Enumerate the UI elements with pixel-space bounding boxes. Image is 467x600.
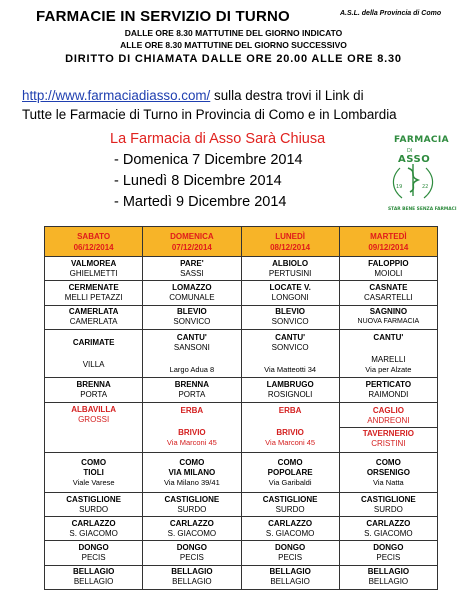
table-cell: DONGO PECIS [241,541,339,565]
table-cell: LOCATE V. LONGONI [241,281,339,305]
table-cell: ALBAVILLA GROSSI [45,402,143,453]
wreath-left-icon [393,168,402,198]
header-cell-saturday: SABATO 06/12/2014 [45,227,143,257]
table-cell: COMO TIOLI Viale Varese [45,453,143,493]
table-cell: CAMERLATA CAMERLATA [45,305,143,329]
website-link[interactable]: http://www.farmaciadiasso.com/ [22,88,211,103]
logo-year-right: 22 [422,184,429,190]
table-cell-split: CAGLIO ANDREONI TAVERNERIO CRISTINI [339,402,437,453]
table-cell: LAMBRUGO ROSIGNOLI [241,378,339,402]
table-cell: CASTIGLIONE SURDO [339,492,437,516]
table-cell: SAGNINO NUOVA FARMACIA [339,305,437,329]
table-cell: BELLAGIO BELLAGIO [241,565,339,589]
table-row [45,541,438,565]
table-cell: BRENNA PORTA [143,378,241,402]
table-cell: LOMAZZO COMUNALE [143,281,241,305]
table-row [45,329,438,378]
header-cell-monday: LUNEDÌ 08/12/2014 [241,227,339,257]
table-row [45,378,438,402]
table-cell: CARLAZZO S. GIACOMO [45,517,143,541]
table-cell: DONGO PECIS [45,541,143,565]
wreath-right-icon [424,168,433,198]
table-cell: PERTICATO RAIMONDI [339,378,437,402]
table-row [45,257,438,281]
logo-text-di: DI [407,148,413,154]
table-cell: BELLAGIO BELLAGIO [143,565,241,589]
table-cell: BLEVIO SONVICO [143,305,241,329]
table-cell: ERBA BRIVIO Via Marconi 45 [241,402,339,453]
logo-tagline: STAR BENE SENZA FARMACI [388,207,457,212]
table-cell: BLEVIO SONVICO [241,305,339,329]
table-cell: CASNATE CASARTELLI [339,281,437,305]
info-text-1: sulla destra trovi il Link di [210,88,364,103]
asl-label: A.S.L. della Provincia di Como [340,10,442,17]
table-cell: COMO ORSENIGO Via Natta [339,453,437,493]
info-paragraph [22,86,397,124]
table-row [45,402,438,453]
table-cell: CARLAZZO S. GIACOMO [241,517,339,541]
logo-year-left: 19 [396,184,403,190]
table-cell: PARE' SASSI [143,257,241,281]
table-cell: ALBIOLO PERTUSINI [241,257,339,281]
table-cell: DONGO PECIS [339,541,437,565]
table-cell: FALOPPIO MOIOLI [339,257,437,281]
header-cell-sunday: DOMENICA 07/12/2014 [143,227,241,257]
logo-text-asso: ASSO [398,154,431,165]
header-line-3: ALLE ORE 8.30 MATTUTINE DEL GIORNO SUCCESSIVO [120,40,347,50]
table-cell: CANTU' SANSONI Largo Adua 8 [143,329,241,378]
table-cell: CASTIGLIONE SURDO [45,492,143,516]
table-cell: BELLAGIO BELLAGIO [45,565,143,589]
header-line-4: DIRITTO DI CHIAMATA DALLE ORE 20.00 ALLE ORE 8.30 [65,53,402,65]
table-cell: VALMOREA GHIELMETTI [45,257,143,281]
table-cell: CANTU' SONVICO Via Matteotti 34 [241,329,339,378]
farmacia-di-asso-logo [350,128,458,212]
table-cell: DONGO PECIS [143,541,241,565]
table-cell: CARLAZZO S. GIACOMO [339,517,437,541]
table-cell: COMO VIA MILANO Via Milano 39/41 [143,453,241,493]
table-cell: CANTU' MARELLI Via per Alzate [339,329,437,378]
closure-notice-title: La Farmacia di Asso Sarà Chiusa [110,131,326,147]
table-cell: CARLAZZO S. GIACOMO [143,517,241,541]
table-cell: CASTIGLIONE SURDO [143,492,241,516]
info-text-2: Tutte le Farmacie di Turno in Provincia di Como e in Lombardia [22,107,397,122]
table-cell: ERBA BRIVIO Via Marconi 45 [143,402,241,453]
header-cell-tuesday: MARTEDÌ 09/12/2014 [339,227,437,257]
table-row [45,281,438,305]
header-line-2: DALLE ORE 8.30 MATTUTINE DEL GIORNO INDICATO [124,28,343,38]
table-cell: COMO POPOLARE Via Garibaldi [241,453,339,493]
table-cell: BRENNA PORTA [45,378,143,402]
table-cell: CASTIGLIONE SURDO [241,492,339,516]
table-cell: BELLAGIO BELLAGIO [339,565,437,589]
closure-date: - Martedì 9 Dicembre 2014 [114,194,287,210]
table-cell: CERMENATE MELLI PETAZZI [45,281,143,305]
logo-text-farmacia: FARMACIA [394,135,450,145]
pharmacy-roster-table [44,226,438,590]
table-row [45,492,438,516]
closure-date: - Domenica 7 Dicembre 2014 [114,152,303,168]
table-cell: CARIMATE VILLA [45,329,143,378]
table-row [45,453,438,493]
table-row [45,565,438,589]
table-row [45,305,438,329]
table-row [45,517,438,541]
header-title: FARMACIE IN SERVIZIO DI TURNO [36,8,290,25]
closure-date: - Lunedì 8 Dicembre 2014 [114,173,282,189]
